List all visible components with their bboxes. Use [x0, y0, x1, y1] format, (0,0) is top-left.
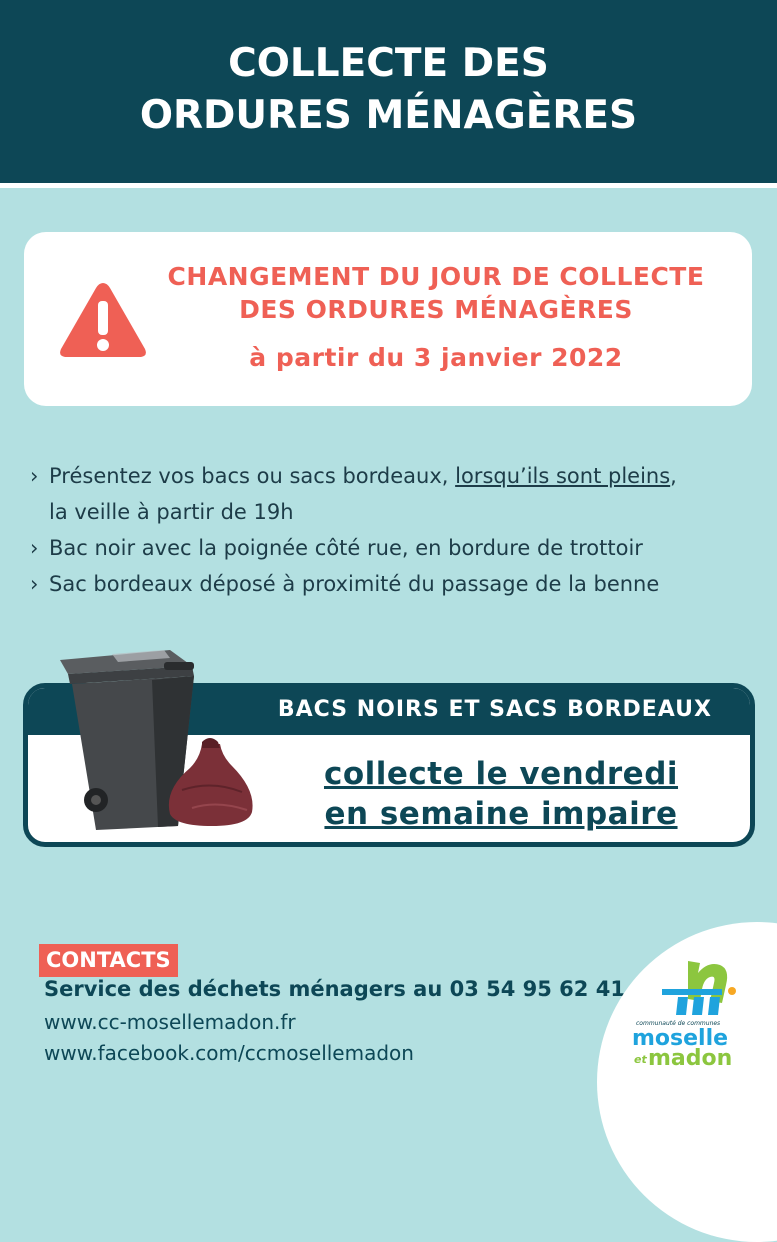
instruction-list — [30, 458, 750, 602]
contacts-label: CONTACTS — [39, 944, 178, 977]
alert-date: à partir du 3 janvier 2022 — [249, 343, 623, 372]
instruction-text: Bac noir avec la poignée côté rue, en bordure de trottoir — [49, 536, 643, 560]
chevron-right-icon: › — [30, 572, 39, 596]
contact-service-phone: Service des déchets ménagers au 03 54 95 62 41 — [44, 977, 625, 1001]
header-banner — [0, 0, 777, 188]
instruction-punctuation: , — [670, 464, 677, 488]
instruction-emphasis: lorsqu’ils sont pleins — [455, 464, 671, 488]
page-title-line2: ORDURES MÉNAGÈRES — [139, 93, 638, 138]
page-title — [0, 38, 777, 142]
collection-heading: BACS NOIRS ET SACS BORDEAUX — [277, 697, 712, 722]
alert-title — [136, 260, 736, 326]
chevron-right-icon: › — [30, 536, 39, 560]
collection-schedule — [290, 754, 712, 834]
page-title-line1: COLLECTE DES — [228, 41, 549, 86]
collection-schedule-line2: en semaine impaire — [324, 796, 678, 832]
chevron-right-icon: › — [30, 464, 39, 488]
instruction-item — [30, 458, 750, 530]
trash-bin-and-bag-illustration — [52, 640, 262, 840]
instruction-text: Sac bordeaux déposé à proximité du passage de la benne — [49, 572, 660, 596]
logo-word-madon: madon — [648, 1046, 733, 1070]
alert-title-line2: DES ORDURES MÉNAGÈRES — [239, 295, 633, 324]
instruction-text: Présentez vos bacs ou sacs bordeaux, — [49, 464, 456, 488]
instruction-item — [30, 530, 750, 566]
logo-word-moselle: moselle — [632, 1026, 729, 1051]
contact-facebook-link[interactable]: www.facebook.com/ccmosellemadon — [44, 1041, 414, 1065]
logo-word-et: et — [634, 1053, 647, 1066]
instruction-text-line2: la veille à partir de 19h — [49, 500, 294, 524]
instruction-item — [30, 566, 750, 602]
collection-schedule-line1: collecte le vendredi — [323, 756, 679, 792]
alert-box — [24, 232, 752, 406]
logo-tagline: communauté de communes — [636, 1020, 721, 1027]
alert-title-line1: CHANGEMENT DU JOUR DE COLLECTE — [167, 262, 705, 291]
contact-website-link[interactable]: www.cc-mosellemadon.fr — [44, 1010, 296, 1034]
moselle-et-madon-logo — [628, 955, 758, 1070]
